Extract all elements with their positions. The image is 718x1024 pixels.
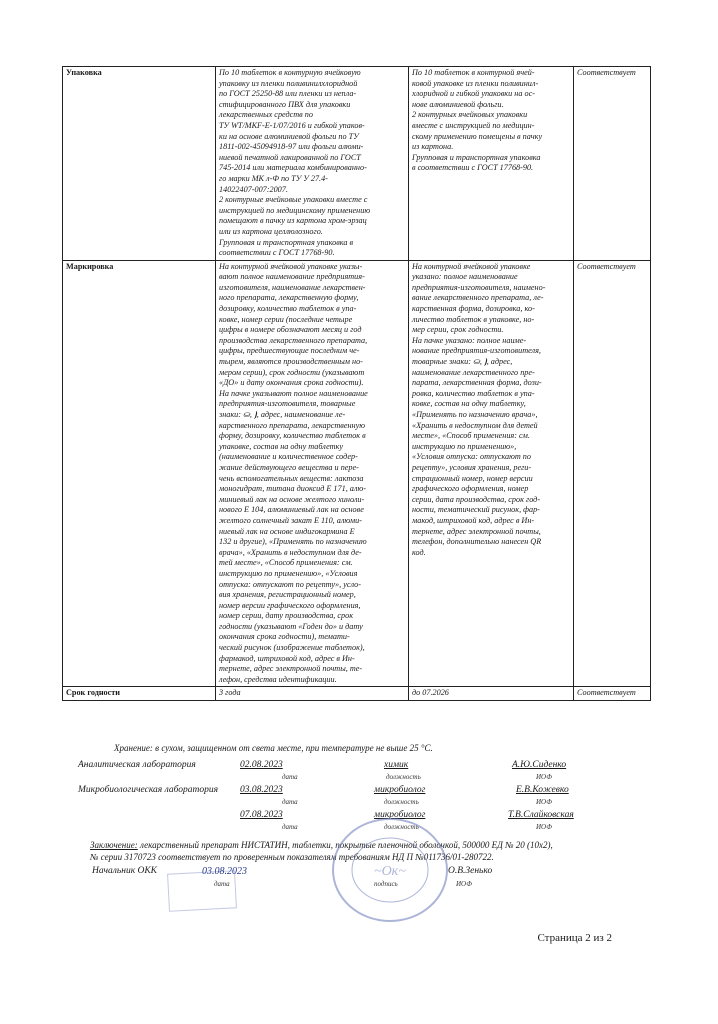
text-line: моногидрат, титана диоксид Е 171, алю- xyxy=(219,484,366,494)
caption-signature: подпись xyxy=(374,880,398,888)
text-line: нове алюминиевой фольги. xyxy=(412,99,504,109)
text-line: (наименование и количественное содер- xyxy=(219,452,358,462)
lab-label: Микробиологическая лаборатория xyxy=(78,785,219,795)
text-line: парата, лекарственная форма, дози- xyxy=(412,378,542,388)
text-line: инструкцию по применению», «Условия xyxy=(219,568,358,578)
caption-position: должность xyxy=(384,823,419,831)
text-line: предприятия-изготовителя, товарные xyxy=(219,399,356,409)
result-cell: Соответствует xyxy=(574,260,651,687)
text-line: вание лекарственного препарата, ле- xyxy=(412,293,544,303)
text-line: или из картона целлюлозного. xyxy=(219,226,323,236)
text-line: Групповая и транспортная упаковка в xyxy=(219,237,354,247)
result-cell: Соответствует xyxy=(574,67,651,261)
text-line: инструкцией по медицинскому применению xyxy=(219,205,371,215)
signature-row-micro xyxy=(0,785,718,809)
text-line: телефон, дополнительно нанесен QR xyxy=(412,537,542,547)
text-line: нование предприятия-изготовителя, xyxy=(412,346,541,356)
text-line: изготовителя, наименование лекарствен- xyxy=(219,282,366,292)
text-line: производства лекарственного препарата, xyxy=(219,335,368,345)
text-line: личество таблеток в упаковке, но- xyxy=(412,314,535,324)
text-line: номер версии графического оформления, xyxy=(219,600,361,610)
text-line: окончания срока годности), темати- xyxy=(219,632,350,642)
text-line: нового Е 104, алюминиевый лак на основе xyxy=(219,505,364,515)
text-line: стифицированного ПВХ для упаковки xyxy=(219,99,351,109)
text-line: миниевый лак на основе желтого хиноли- xyxy=(219,494,365,504)
text-line: помещают в пачку из картона хром-эрзац xyxy=(219,216,367,226)
text-line: тырем, являются производственным но- xyxy=(219,357,363,367)
text-line: лефон, средства идентификации. xyxy=(219,674,337,684)
head-signature-row xyxy=(0,866,718,896)
text-line: ного препарата, лекарственную форму, xyxy=(219,293,359,303)
text-line: «ДО» и дату окончания срока годности). xyxy=(219,378,364,388)
text-line: тернете, адрес электронной почты, те- xyxy=(219,664,363,674)
text-line: мером серии), срок годности (указывают xyxy=(219,367,365,377)
text-line: графического оформления, номер xyxy=(412,484,529,494)
caption-date: дата xyxy=(282,798,298,806)
text-line: ности, тематический рисунок, фар- xyxy=(412,505,540,515)
text-line: фармакод, штриховой код, адрес в Ин- xyxy=(219,653,355,663)
text-line: вия хранения, регистрационный номер, xyxy=(219,590,356,600)
text-line: указано: полное наименование xyxy=(412,272,518,282)
text-line: На контурной ячейковой упаковке xyxy=(412,261,531,271)
text-line: желтого солнечный закат Е 110, алюми- xyxy=(219,515,362,525)
text-line: знаки: ⛀, ⦘, адрес, наименование ле- xyxy=(219,410,346,419)
signature-name: А.Ю.Сиденко xyxy=(512,760,567,770)
text-line: цифры, предшествующие последним че- xyxy=(219,346,360,356)
text-line: предприятия-изготовителя, наимено- xyxy=(412,282,546,292)
text-line: карственная форма, дозировка, ко- xyxy=(412,304,535,314)
text-line: цифры в номере обозначают месяц и год xyxy=(219,325,362,335)
text-line: месте», «Способ применения: см. xyxy=(412,431,530,441)
text-line: ковке, номер серии (последние четыре xyxy=(219,314,353,324)
caption-name: ИОФ xyxy=(456,880,472,888)
actual-cell xyxy=(409,260,574,687)
conclusion-text-1: лекарственный препарат НИСТАТИН, таблетки, покрытые пленочной оболочкой, 500000 ЕД № 20 (10х2), xyxy=(140,840,553,850)
text-line: 1811-002-45094918-97 или фольги алюми- xyxy=(219,142,364,152)
text-line: ниевый лак на основе индигокармина Е xyxy=(219,526,355,536)
caption-date: дата xyxy=(282,823,298,831)
conclusion-text-2: № серии 3170723 соответствует по проверенным показателям требованиям НД П №011736/01-280722. xyxy=(90,852,494,862)
text-line: «Условия отпуска: отпускают по xyxy=(412,452,531,462)
caption-date: дата xyxy=(282,773,298,781)
lab-label: Аналитическая лаборатория xyxy=(78,760,196,770)
text-line: наименование лекарственного пре- xyxy=(412,367,535,377)
svg-text:~Ок~: ~Ок~ xyxy=(374,864,406,879)
actual-cell xyxy=(409,67,574,261)
text-line: тей месте», «Способ применения: см. xyxy=(219,558,353,568)
result-cell: Соответствует xyxy=(574,687,651,701)
text-line: дозировку, количество таблеток в упа- xyxy=(219,304,357,314)
signature-position: химик xyxy=(384,760,409,770)
text-line: 14022407-007:2007. xyxy=(219,184,288,194)
table-row xyxy=(63,687,651,701)
spec-table xyxy=(62,66,651,701)
signature-position: микробиолог xyxy=(374,810,426,820)
text-line: отпуска: отпускают по рецепту», усло- xyxy=(219,579,361,589)
text-line: рецепту», условия хранения, реги- xyxy=(412,462,532,472)
text-line: ки на основе алюминиевой фольги по ТУ xyxy=(219,131,359,141)
text-line: ковой упаковке из пленки поливинил- xyxy=(412,78,539,88)
requirement-cell xyxy=(216,67,409,261)
text-line: карственного препарата, лекарственную xyxy=(219,420,365,430)
row-name: Маркировка xyxy=(63,260,216,687)
signature-date: 03.08.2023 xyxy=(240,785,283,795)
text-line: номер серии, дату производства, срок xyxy=(219,611,354,621)
text-line: упаковку из пленки поливинилхлоридной xyxy=(219,78,358,88)
signature-name: Т.В.Слайковская xyxy=(508,810,574,820)
text-line: упаковке, состав на одну таблетку xyxy=(219,441,343,451)
text-line: макод, штриховой код, адрес в Ин- xyxy=(412,515,535,525)
text-line: годности (указывают «Годен до» и дату xyxy=(219,621,363,631)
text-line: го марки МК л-Ф по ТУ У 27.4- xyxy=(219,173,328,183)
text-line: жание действующего вещества и пере- xyxy=(219,462,359,472)
conclusion-label: Заключение: xyxy=(90,840,138,850)
row-name: Срок годности xyxy=(63,687,216,701)
row-name: Упаковка xyxy=(63,67,216,261)
text-line: мер серии, срок годности. xyxy=(412,325,504,335)
caption-date: дата xyxy=(214,880,230,888)
text-line: ниевой печатной лакированной по ГОСТ xyxy=(219,152,361,162)
text-line: На пачке указывают полное наименование xyxy=(219,388,368,398)
text-line: лекарственных средств по xyxy=(219,110,313,120)
text-line: код. xyxy=(412,547,426,557)
text-line: товарные знаки: ⛀, ⦘, адрес, xyxy=(412,357,513,367)
text-line: хлоридной и гибкой упаковки на ос- xyxy=(412,89,535,99)
head-label: Начальник ОКК xyxy=(92,866,157,876)
signature-date: 07.08.2023 xyxy=(240,810,283,820)
text-line: По 10 таблеток в контурной ячей- xyxy=(412,68,535,77)
text-line: врача», «Хранить в недоступном для де- xyxy=(219,547,362,557)
text-line: ковке, состав на одну таблетку, xyxy=(412,399,526,409)
signature-position: микробиолог xyxy=(374,785,426,795)
text-line: в соответствии с ГОСТ 17768-90. xyxy=(412,163,534,173)
caption-name: ИОФ xyxy=(536,798,552,806)
text-line: вместе с инструкцией по медицин- xyxy=(412,120,535,130)
text-line: скому применению помещены в пачку xyxy=(412,131,543,141)
storage-note: Хранение: в сухом, защищенном от света месте, при температуре не выше 25 °С. xyxy=(114,743,433,753)
text-line: ровка, количество таблеток в упа- xyxy=(412,388,535,398)
caption-name: ИОФ xyxy=(536,773,552,781)
text-line: На пачке указано: полное наиме- xyxy=(412,335,527,345)
signature-row-analytical xyxy=(0,760,718,784)
head-date: 03.08.2023 xyxy=(202,866,247,877)
text-line: «Хранить в недоступном для детей xyxy=(412,420,538,430)
caption-position: должность xyxy=(384,798,419,806)
requirement-cell xyxy=(216,260,409,687)
text-line: ТУ WT/MKF-E-1/07/2016 и гибкой упаков- xyxy=(219,120,365,130)
text-line: 745-2014 или материала комбинированно- xyxy=(219,163,367,173)
page-number: Страница 2 из 2 xyxy=(537,932,612,944)
caption-name: ИОФ xyxy=(536,823,552,831)
text-line: ческий рисунок (изображение таблеток), xyxy=(219,643,365,653)
text-line: серии, дата производства, срок год- xyxy=(412,494,541,504)
text-line: «Применять по назначению врача», xyxy=(412,410,538,419)
text-line: форму, дозировку, количество таблеток в xyxy=(219,431,366,441)
signature-date: 02.08.2023 xyxy=(240,760,283,770)
text-line: По 10 таблеток в контурную ячейковую xyxy=(219,68,361,77)
signature-name: Е.В.Кожевко xyxy=(516,785,569,795)
text-line: страционный номер, номер версии xyxy=(412,473,533,483)
text-line: 3 года xyxy=(219,688,241,698)
text-line: инструкцию по применению», xyxy=(412,441,517,451)
actual-cell xyxy=(409,687,574,701)
text-line: На контурной ячейковой упаковке указы- xyxy=(219,261,363,271)
text-line: соответствии с ГОСТ 17768-90. xyxy=(219,248,335,258)
text-line: из картона. xyxy=(412,142,454,152)
text-line: 2 контурных ячейковых упаковки xyxy=(412,110,528,120)
text-line: чень вспомогательных веществ: лактоза xyxy=(219,473,364,483)
head-name: О.В.Зенько xyxy=(448,866,493,876)
caption-position: должность xyxy=(386,773,421,781)
text-line: 2 контурные ячейковые упаковки вместе с xyxy=(219,195,368,205)
text-line: до 07.2026 xyxy=(412,688,449,698)
requirement-cell xyxy=(216,687,409,701)
text-line: вают полное наименование предприятия- xyxy=(219,272,365,282)
text-line: тернете, адрес электронной почты, xyxy=(412,526,541,536)
table-row xyxy=(63,260,651,687)
text-line: 132 и другие), «Применять по назначению xyxy=(219,537,367,547)
table-row xyxy=(63,67,651,261)
text-line: Групповая и транспортная упаковка xyxy=(412,152,541,162)
text-line: по ГОСТ 25250-88 или пленки из непла- xyxy=(219,89,357,99)
